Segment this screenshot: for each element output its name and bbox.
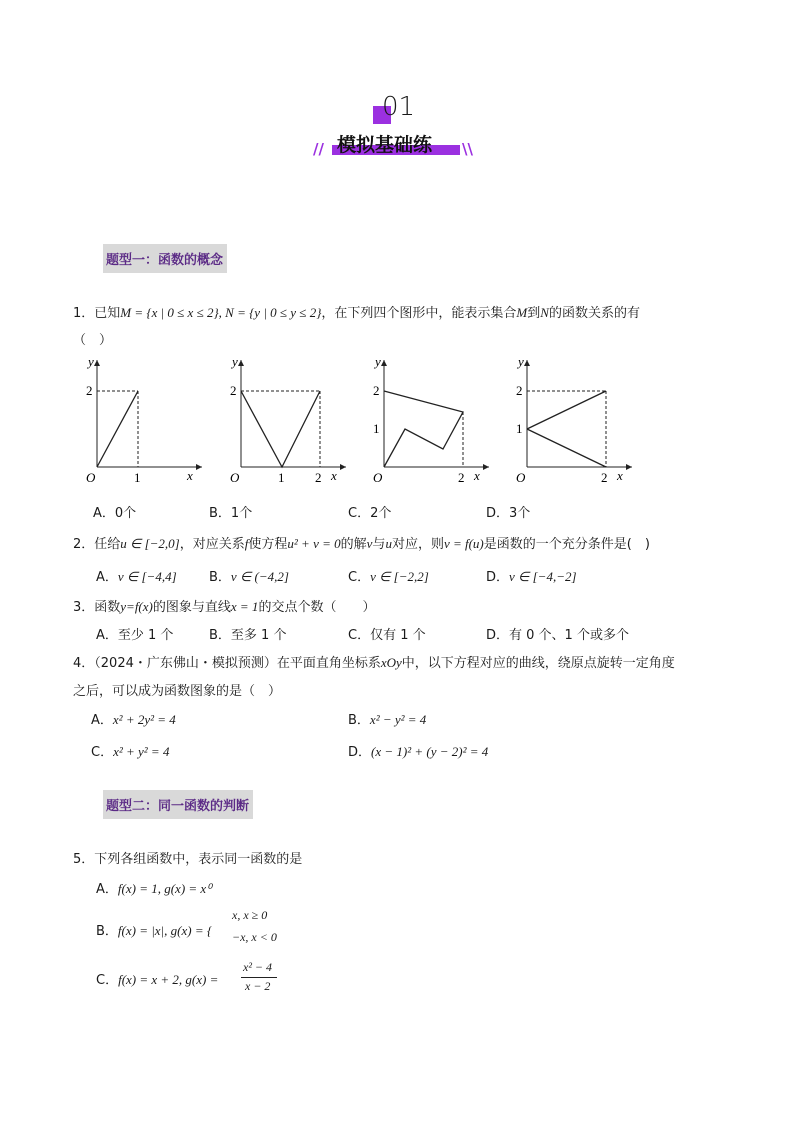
- q2-stem: 2．任给u ∈ [−2,0]，对应关系f使方程u² + v = 0的解v与u对应，则v = f(u)是函数的一个充分条件是( ): [73, 536, 650, 552]
- q1-option-b[interactable]: B．1个: [209, 506, 253, 521]
- svg-text:2: 2: [458, 470, 465, 485]
- q3-option-a[interactable]: A．至少 1 个: [96, 628, 174, 643]
- svg-text:O: O: [230, 470, 240, 485]
- svg-text:x: x: [187, 468, 193, 483]
- q3-option-d[interactable]: D．有 0 个、1 个或多个: [486, 628, 629, 643]
- q2-option-d[interactable]: D．v ∈ [−4,−2]: [486, 569, 577, 585]
- svg-text:x: x: [474, 468, 480, 483]
- svg-text:O: O: [516, 470, 526, 485]
- svg-text:y: y: [518, 354, 524, 369]
- q4-option-a[interactable]: A．x² + 2y² = 4: [91, 712, 176, 728]
- svg-text:y: y: [375, 354, 381, 369]
- svg-text:2: 2: [373, 383, 380, 398]
- q2-option-a[interactable]: A．v ∈ [−4,4]: [96, 569, 177, 585]
- q3-option-c[interactable]: C．仅有 1 个: [348, 628, 426, 643]
- q1-stem: 1．已知M = {x | 0 ≤ x ≤ 2}, N = {y | 0 ≤ y ≤ 2}，在下列四个图形中，能表示集合M到N的函数关系的有: [73, 305, 640, 321]
- q1-paren: （ ）: [73, 333, 113, 348]
- svg-text:x: x: [617, 468, 623, 483]
- svg-text:x: x: [331, 468, 337, 483]
- svg-text:1: 1: [134, 470, 141, 485]
- svg-text:2: 2: [230, 383, 237, 398]
- q4-option-d[interactable]: D．(x − 1)² + (y − 2)² = 4: [348, 744, 489, 760]
- svg-text:O: O: [373, 470, 383, 485]
- q2-option-c[interactable]: C．v ∈ [−2,2]: [348, 569, 429, 585]
- section-label-1: 题型一：函数的概念: [103, 244, 227, 273]
- q2-option-b[interactable]: B．v ∈ (−4,2]: [209, 569, 289, 585]
- q1-option-a[interactable]: A．0个: [93, 506, 137, 521]
- q5-c-numerator: x² − 4: [243, 960, 273, 974]
- svg-text:2: 2: [86, 383, 93, 398]
- q5-c-fraction-bar: [241, 977, 277, 978]
- svg-text:2: 2: [516, 383, 523, 398]
- q1-graph-c: [357, 352, 493, 487]
- q1-option-c[interactable]: C．2个: [348, 506, 392, 521]
- q5-option-a[interactable]: A．f(x) = 1, g(x) = x⁰: [96, 881, 212, 897]
- q5-option-b[interactable]: B．f(x) = |x|, g(x) = {: [96, 923, 213, 939]
- svg-text:1: 1: [516, 421, 523, 436]
- q5-stem: 5．下列各组函数中，表示同一函数的是: [73, 852, 303, 867]
- svg-text:y: y: [232, 354, 238, 369]
- header-slash-right-icon: \\: [462, 140, 473, 158]
- svg-text:2: 2: [601, 470, 608, 485]
- section-label-2: 题型二：同一函数的判断: [103, 790, 253, 819]
- svg-text:O: O: [86, 470, 96, 485]
- q5-b-case2: −x, x < 0: [232, 930, 277, 944]
- svg-text:1: 1: [373, 421, 380, 436]
- q4-option-b[interactable]: B．x² − y² = 4: [348, 712, 427, 728]
- q3-option-b[interactable]: B．至多 1 个: [209, 628, 287, 643]
- q1-option-d[interactable]: D．3个: [486, 506, 531, 521]
- svg-text:y: y: [88, 354, 94, 369]
- q4-stem: 4．（2024・广东佛山・模拟预测）在平面直角坐标系xOy中，以下方程对应的曲线，绕原点旋转一定角度: [73, 655, 675, 671]
- q1-sets: M = {x | 0 ≤ x ≤ 2}, N = {y | 0 ≤ y ≤ 2}: [120, 305, 322, 320]
- q1-graph-a: [70, 352, 206, 487]
- q5-b-case1: x, x ≥ 0: [232, 908, 268, 922]
- q4-option-c[interactable]: C．x² + y² = 4: [91, 744, 170, 760]
- header-title: 模拟基础练: [337, 134, 433, 156]
- q1-graph-d: [500, 352, 636, 487]
- svg-text:1: 1: [278, 470, 285, 485]
- header-slash-left-icon: //: [313, 140, 324, 158]
- q4-stem-line2: 之后，可以成为函数图象的是（ ）: [73, 684, 282, 699]
- q3-stem: 3．函数y=f(x)的图象与直线x = 1的交点个数（ ）: [73, 599, 376, 615]
- q5-option-c[interactable]: C．f(x) = x + 2, g(x) =: [96, 972, 219, 988]
- header-number: 01: [382, 92, 416, 122]
- q5-c-denominator: x − 2: [245, 979, 271, 993]
- q1-graph-b: [214, 352, 350, 487]
- svg-text:2: 2: [315, 470, 322, 485]
